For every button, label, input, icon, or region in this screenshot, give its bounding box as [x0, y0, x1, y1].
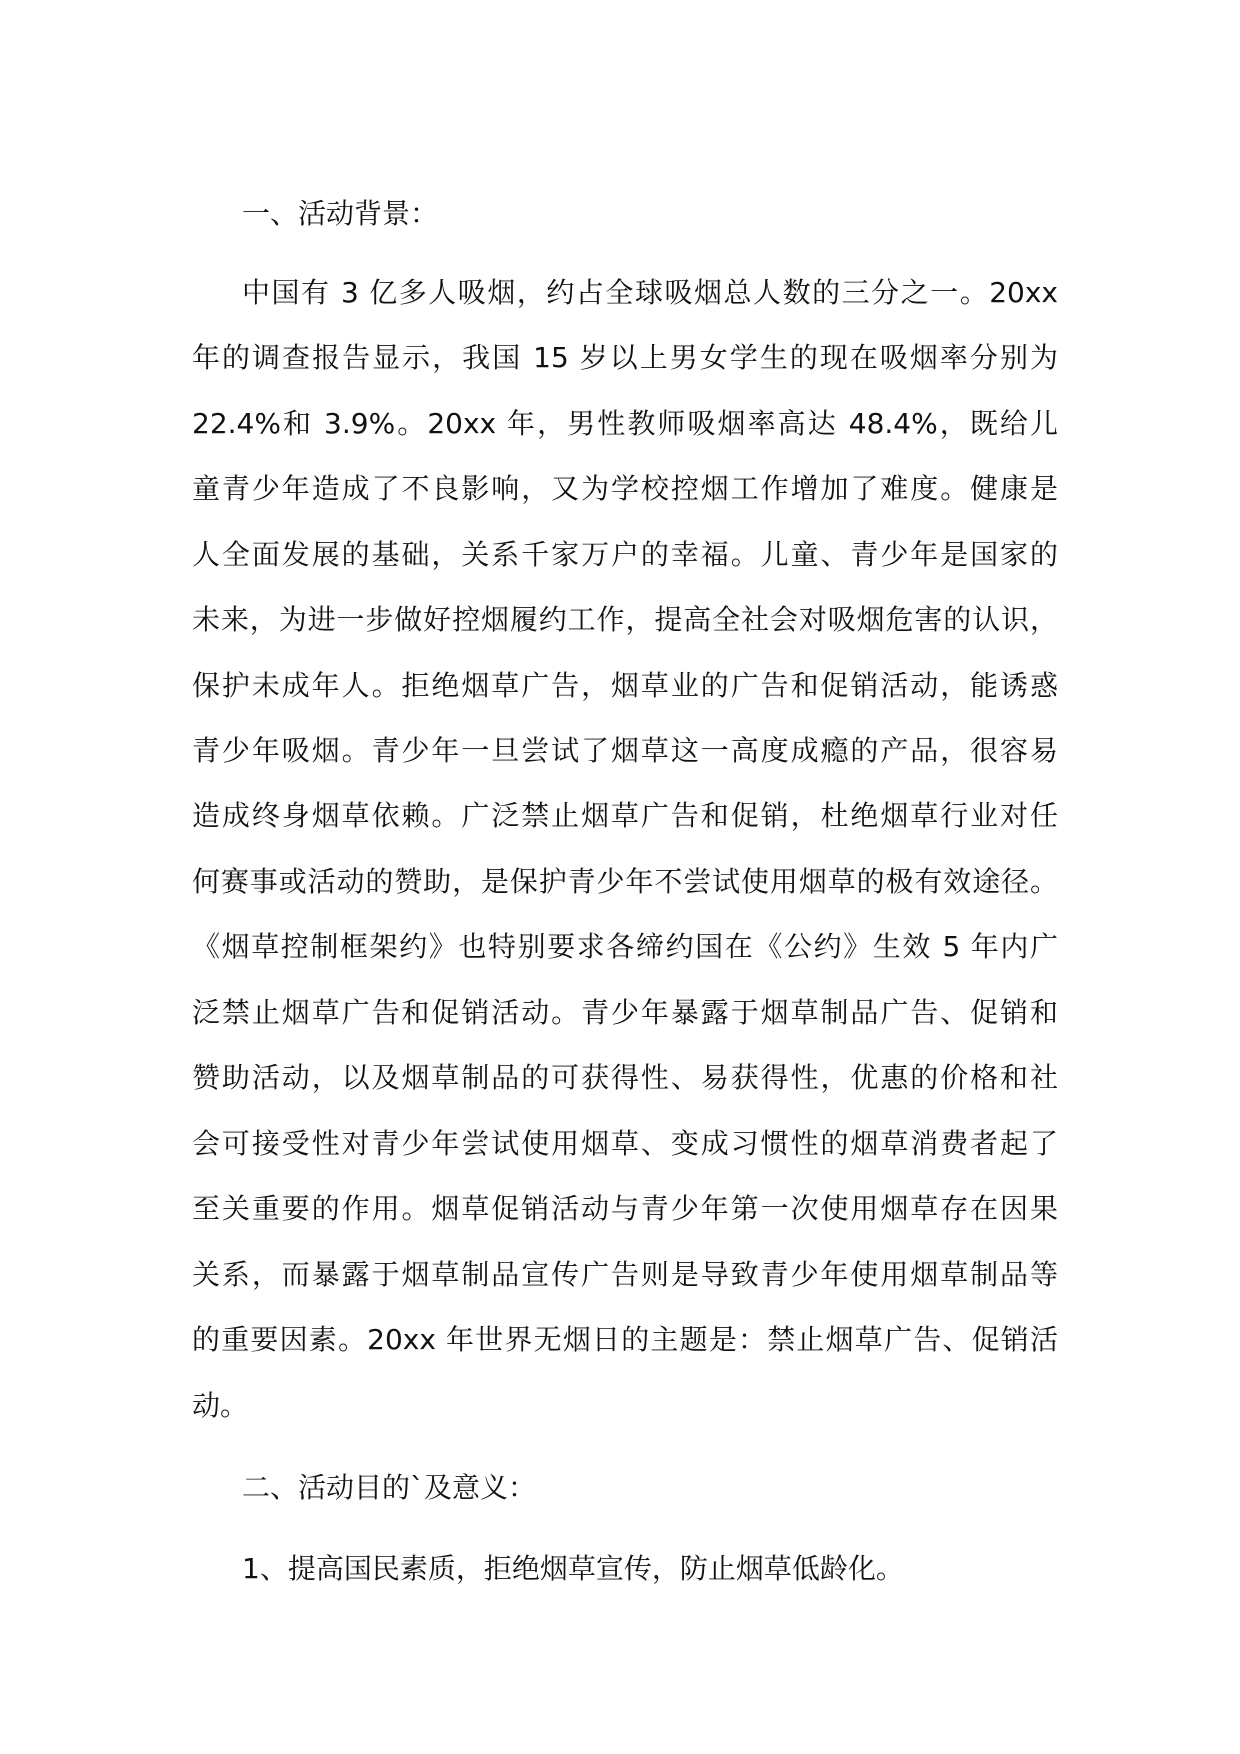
list-item: 1、提高国民素质，拒绝烟草宣传，防止烟草低龄化。 [242, 1552, 904, 1585]
paragraph-line: 《烟草控制框架约》也特别要求各缔约国在《公约》生效 5 年内广 [192, 930, 1058, 963]
section-heading-background: 一、活动背景： [242, 197, 439, 230]
paragraph-line: 中国有 3 亿多人吸烟，约占全球吸烟总人数的三分之一。20xx [242, 276, 1058, 309]
paragraph-line: 关系，而暴露于烟草制品宣传广告则是导致青少年使用烟草制品等 [192, 1258, 1058, 1291]
paragraph-line: 未来，为进一步做好控烟履约工作，提高全社会对吸烟危害的认识， [192, 603, 1058, 636]
section-heading-purpose: 二、活动目的`及意义： [242, 1471, 537, 1504]
paragraph-line: 何赛事或活动的赞助，是保护青少年不尝试使用烟草的极有效途径。 [192, 865, 1058, 898]
paragraph-line: 造成终身烟草依赖。广泛禁止烟草广告和促销，杜绝烟草行业对任 [192, 799, 1058, 832]
paragraph-line: 至关重要的作用。烟草促销活动与青少年第一次使用烟草存在因果 [192, 1192, 1058, 1225]
paragraph-line: 年的调查报告显示，我国 15 岁以上男女学生的现在吸烟率分别为 [192, 341, 1058, 374]
paragraph-line: 人全面发展的基础，关系千家万户的幸福。儿童、青少年是国家的 [192, 538, 1058, 571]
paragraph-line: 青少年吸烟。青少年一旦尝试了烟草这一高度成瘾的产品，很容易 [192, 734, 1058, 767]
paragraph-line: 22.4%和 3.9%。20xx 年，男性教师吸烟率高达 48.4%，既给儿 [192, 407, 1058, 440]
paragraph-line: 会可接受性对青少年尝试使用烟草、变成习惯性的烟草消费者起了 [192, 1127, 1058, 1160]
paragraph-line: 赞助活动，以及烟草制品的可获得性、易获得性，优惠的价格和社 [192, 1061, 1058, 1094]
paragraph-line: 的重要因素。20xx 年世界无烟日的主题是：禁止烟草广告、促销活 [192, 1323, 1058, 1356]
paragraph-line: 童青少年造成了不良影响，又为学校控烟工作增加了难度。健康是 [192, 472, 1058, 505]
paragraph-line: 泛禁止烟草广告和促销活动。青少年暴露于烟草制品广告、促销和 [192, 996, 1058, 1029]
paragraph-line: 保护未成年人。拒绝烟草广告，烟草业的广告和促销活动，能诱惑 [192, 669, 1058, 702]
paragraph-line: 动。 [192, 1389, 249, 1422]
